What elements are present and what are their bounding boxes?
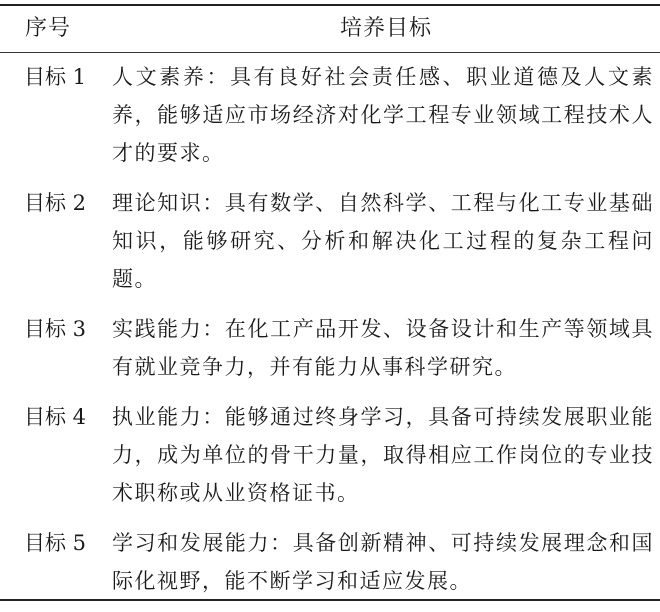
table-body [0, 58, 660, 612]
goal-number: 目标 1 [24, 65, 87, 89]
table-header-rule [0, 52, 660, 53]
table-row [0, 524, 660, 600]
goal-number: 目标 3 [24, 317, 87, 341]
table-row [0, 184, 660, 298]
header-serial-number: 序号 [24, 16, 71, 41]
goal-description: 执业能力：能够通过终身学习，具备可持续发展职业能力，成为单位的骨干力量，取得相应工作岗位的专业技术职称或从业资格证书。 [112, 405, 654, 505]
goal-description: 理论知识：具有数学、自然科学、工程与化工专业基础知识，能够研究、分析和解决化工过程的复杂工程问题。 [112, 191, 654, 291]
goal-description: 实践能力：在化工产品开发、设备设计和生产等领域具有就业竞争力，并有能力从事科学研究。 [112, 317, 654, 379]
goal-number: 目标 5 [24, 531, 87, 555]
table-bottom-rule [0, 599, 660, 601]
goal-description: 学习和发展能力：具备创新精神、可持续发展理念和国际化视野，能不断学习和适应发展。 [112, 531, 654, 593]
goal-number: 目标 4 [24, 405, 87, 429]
table-row [0, 58, 660, 172]
goal-number: 目标 2 [24, 191, 87, 215]
table-row [0, 310, 660, 386]
header-training-goal: 培养目标 [339, 16, 432, 41]
goal-description: 人文素养：具有良好社会责任感、职业道德及人文素养，能够适应市场经济对化学工程专业领域工程技术人才的要求。 [112, 65, 654, 165]
table-row [0, 398, 660, 512]
table-header-row [0, 6, 660, 52]
